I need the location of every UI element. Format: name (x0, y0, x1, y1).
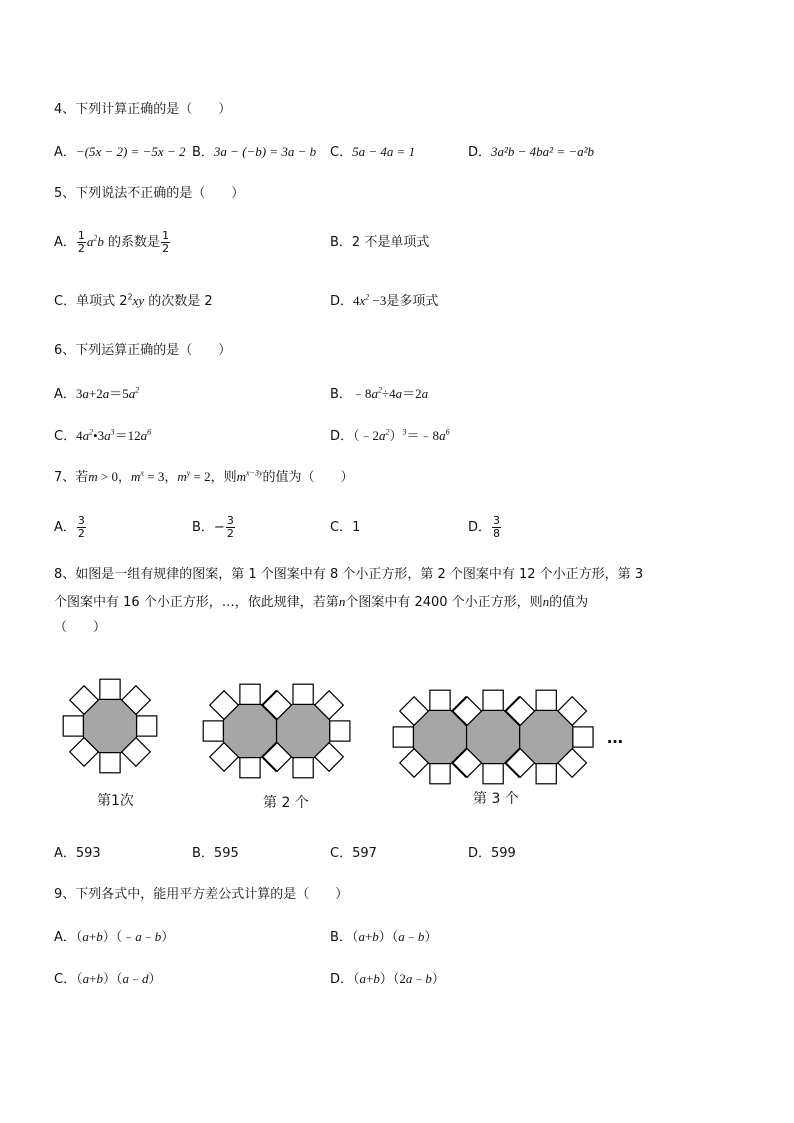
small-square (203, 721, 223, 741)
q5-option-b: B．2 不是单项式 (330, 235, 430, 250)
q9-option-d (330, 972, 445, 986)
octagon (83, 699, 136, 752)
q5-option-d (330, 294, 438, 308)
q5-a-text: 的系数是 (108, 235, 161, 250)
q9-stem: 9、下列各式中，能用平方差公式计算的是（ ） (54, 887, 349, 902)
q5-option-a (54, 230, 171, 255)
small-square (506, 749, 535, 778)
small-square (452, 697, 481, 726)
q4-stem: 4、下列计算正确的是（ ） (54, 102, 232, 117)
q4-option-b (192, 145, 316, 159)
math-expr: $4a^2•3a^3=12a^6$ (76, 427, 152, 443)
q9-option-a (54, 930, 174, 944)
q8-option-b: B．595 (192, 846, 239, 861)
q9-option-c (54, 972, 161, 986)
option-letter: D． (468, 520, 492, 535)
q7-stem: 7、若m > 0，$m^x = 3$，$m^y = 2$，则$m^{x-3y}$的值为（ ） (54, 468, 354, 485)
q7-option-a (54, 515, 87, 540)
q8-option-a: A．593 (54, 846, 101, 861)
small-square (558, 749, 587, 778)
small-square (100, 753, 120, 773)
option-letter: B． (192, 145, 214, 160)
small-square (393, 727, 413, 747)
q4-option-d (468, 145, 594, 159)
small-square (505, 749, 534, 778)
math-expr: （a+b）（2a﹣b） (353, 971, 445, 986)
option-letter: A． (54, 387, 76, 402)
small-square (240, 758, 260, 778)
small-square (453, 749, 482, 778)
q8-stem-line1: 8、如图是一组有规律的图案，第 1 个图案中有 8 个小正方形，第 2 个图案中有 12 个小正方形，第 3 (54, 567, 644, 582)
small-square (330, 721, 350, 741)
option-letter: B． (330, 930, 352, 945)
small-square (63, 716, 83, 736)
small-square (573, 727, 593, 747)
math-expr: 3a − (−b) = 3a − b (213, 144, 317, 159)
q8-line2-pre: 个图案中有 16 个小正方形，…，依此规律，若第 (54, 595, 339, 610)
small-square (400, 697, 429, 726)
small-square (263, 743, 292, 772)
fraction: $\frac{3}{2}$ (77, 514, 85, 540)
octagon (413, 710, 466, 763)
small-square (240, 684, 260, 704)
q6-stem: 6、下列运算正确的是（ ） (54, 343, 232, 358)
math-term: xy (132, 293, 145, 308)
small-square (536, 690, 556, 710)
q4-option-a (54, 145, 185, 159)
small-square (315, 743, 344, 772)
small-square (400, 749, 429, 778)
math-term: $a^2b$ (86, 233, 104, 249)
q5-option-c: C．单项式 $2^2xy$ 的次数是 2 (54, 292, 213, 309)
fraction: $\frac{3}{2}$ (226, 514, 234, 540)
option-letter: D． (468, 145, 492, 160)
small-square (315, 691, 344, 720)
small-square (293, 758, 313, 778)
small-square (558, 697, 587, 726)
option-letter: C． (54, 972, 77, 987)
q5-d-text: 是多项式 (386, 294, 439, 309)
small-square (263, 691, 292, 720)
q8-line2-mid: 个图案中有 2400 个小正方形，则 (345, 595, 543, 610)
q8-stem-line2: 个图案中有 16 个小正方形，…，依此规律，若第n个图案中有 2400 个小正方形，则n的值为 (54, 594, 589, 610)
option-letter: B． (192, 520, 214, 535)
option-letter: D． (330, 429, 354, 444)
octagon (467, 710, 520, 763)
option-letter: A． (54, 145, 76, 160)
option-letter: C． (54, 429, 77, 444)
small-square (210, 743, 239, 772)
q7-option-c: C．1 (330, 520, 361, 535)
option-letter: A． (54, 930, 76, 945)
figure-label-2: 第 2 个 (263, 795, 309, 811)
small-square (262, 691, 291, 720)
small-square (430, 690, 450, 710)
q5-stem: 5、下列说法不正确的是（ ） (54, 186, 245, 201)
figure-label-3: 第 3 个 (473, 791, 519, 807)
math-expr: −(5x − 2) = −5x − 2 (75, 144, 186, 159)
fraction-half: $\frac{1}{2}$ (162, 229, 170, 255)
option-letter: A． (54, 520, 76, 535)
small-square (483, 764, 503, 784)
small-square (506, 697, 535, 726)
option-letter: B． (330, 387, 352, 402)
small-square (70, 738, 99, 767)
small-square (137, 716, 157, 736)
ellipsis: … (607, 728, 623, 747)
figure-label-1: 第1次 (97, 793, 134, 809)
q4-option-c (330, 145, 415, 159)
math-expr: $(﹣2a^2)^3=﹣8a^6$ (353, 427, 450, 443)
option-letter: A． (54, 235, 76, 250)
q7-stem-pre: 7、若 (54, 470, 89, 485)
q5-c-text1: 单项式 2 (76, 294, 128, 309)
math-expr: m > 0 (88, 469, 119, 484)
small-square (70, 686, 99, 715)
octagon (277, 704, 330, 757)
small-square (293, 684, 313, 704)
q7-option-b: B．− $\frac{3}{2}$ (192, 514, 234, 540)
small-square (262, 743, 291, 772)
q8-option-d: D．599 (468, 846, 516, 861)
math-expr: 3a²b − 4ba² = −a²b (491, 144, 595, 159)
option-letter: D． (330, 972, 354, 987)
option-letter: C． (330, 145, 353, 160)
small-square (430, 764, 450, 784)
small-square (122, 686, 151, 715)
q7-stem-post: 的值为（ ） (262, 470, 354, 485)
q6-option-d (330, 429, 450, 443)
octagon (223, 704, 276, 757)
small-square (536, 764, 556, 784)
small-square (453, 697, 482, 726)
small-square (122, 738, 151, 767)
math-term: $4x^2 -3$ (353, 292, 387, 308)
q6-option-a (54, 387, 139, 401)
small-square (483, 690, 503, 710)
small-square (210, 691, 239, 720)
q8-line2-post: 的值为 (549, 595, 589, 610)
fraction: $\frac{3}{8}$ (493, 514, 501, 540)
q6-option-c (54, 429, 151, 443)
octagon (520, 710, 573, 763)
math-expr: $3a+2a=5a^2$ (75, 385, 140, 401)
option-letter: D． (330, 294, 354, 309)
math-expr: $﹣8a^2\div 4a=2a$ (351, 385, 429, 401)
math-expr: （a+b）（a﹣b） (351, 929, 438, 944)
option-letter: C． (54, 294, 77, 309)
q6-option-b (330, 387, 428, 401)
q9-option-b (330, 930, 437, 944)
q8-stem-line3: （ ） (54, 620, 107, 635)
math-expr: 5a − 4a = 1 (352, 144, 416, 159)
math-expr: $m^y = 2$ (177, 468, 211, 484)
q8-option-c: C．597 (330, 846, 377, 861)
small-square (452, 749, 481, 778)
math-expr: （a+b）（﹣a﹣b） (75, 929, 175, 944)
math-expr: $m^x = 3$ (131, 468, 165, 484)
q5-c-text2: 的次数是 2 (148, 294, 213, 309)
small-square (505, 697, 534, 726)
fraction-half: $\frac{1}{2}$ (77, 229, 85, 255)
q7-option-d (468, 515, 502, 540)
small-square (100, 679, 120, 699)
math-expr: $m^{x-3y}$ (236, 468, 263, 484)
math-expr: （a+b）（a﹣d） (76, 971, 162, 986)
